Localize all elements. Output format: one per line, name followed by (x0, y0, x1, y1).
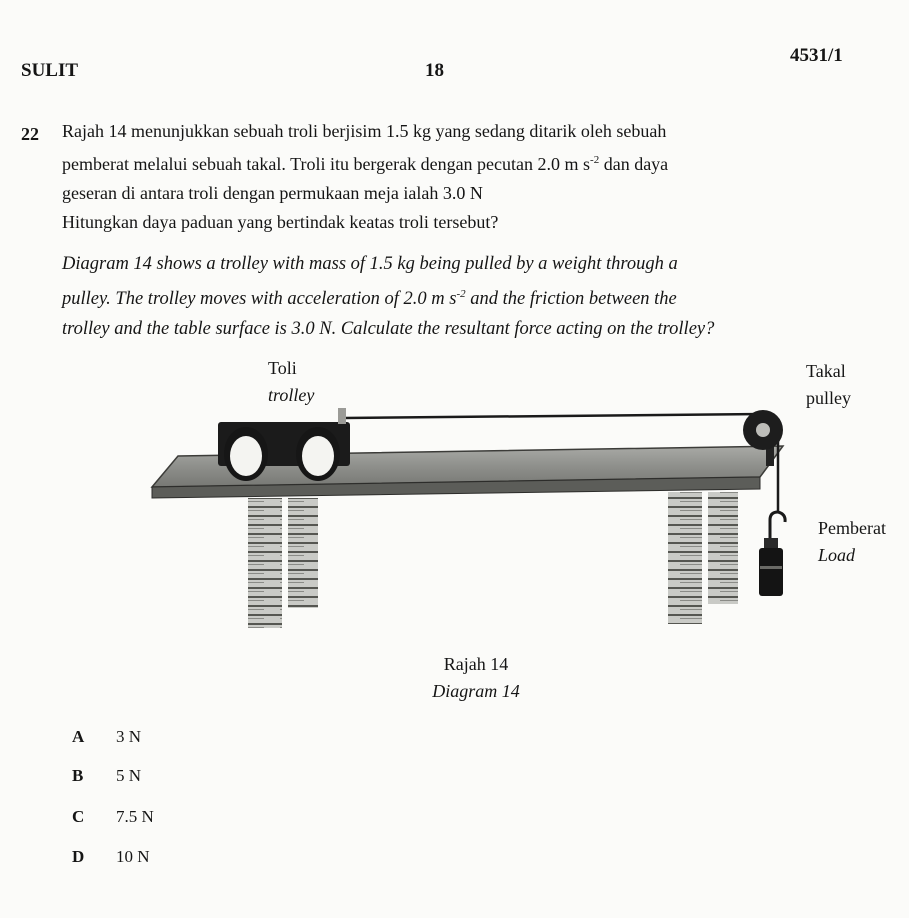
option-text: 7.5 N (116, 807, 154, 826)
pulley-label: Takal pulley (806, 361, 851, 408)
trolley-label: Toli trolley (268, 358, 315, 405)
option-c[interactable] (72, 807, 154, 827)
english-line-1: Diagram 14 shows a trolley with mass of 1.5 kg being pulled by a weight through a (62, 254, 678, 274)
english-line-3: trolley and the table surface is 3.0 N. Calculate the resultant force acting on the trolley? (62, 319, 715, 340)
table-legs (248, 492, 738, 628)
option-d[interactable] (72, 847, 150, 867)
option-a[interactable] (72, 727, 141, 747)
load-label: Pemberat Load (818, 518, 886, 565)
paper-code: 4531/1 (790, 45, 843, 66)
option-text: 5 N (116, 766, 142, 785)
malay-line-1: Rajah 14 menunjukkan sebuah troli berjisim 1.5 kg yang sedang ditarik oleh sebuah (62, 121, 667, 141)
malay-line-3: geseran di antara troli dengan permukaan meja ialah 3.0 N (62, 183, 483, 203)
option-b[interactable] (72, 766, 141, 786)
option-text: 10 N (116, 847, 150, 866)
option-letter: B (72, 766, 84, 785)
caption-english: Diagram 14 (432, 681, 520, 701)
option-letter: A (72, 727, 85, 746)
malay-line-2: pemberat melalui sebuah takal. Troli itu bergerak dengan pecutan 2.0 m $s^{-2}$ dan daya (62, 154, 669, 174)
load-icon (759, 512, 785, 596)
english-line-2: pulley. The trolley moves with acceleration of 2.0 m $s^{-2}$ and the friction between the (62, 288, 677, 310)
option-letter: D (72, 847, 85, 866)
malay-line-4: Hitungkan daya paduan yang bertindak keatas troli tersebut? (62, 212, 499, 232)
header-left: SULIT (21, 60, 79, 81)
page-number: 18 (425, 60, 444, 81)
option-letter: C (72, 807, 85, 826)
caption-malay: Rajah 14 (443, 654, 509, 674)
question-number: 22 (21, 124, 39, 144)
option-text: 3 N (116, 727, 142, 746)
